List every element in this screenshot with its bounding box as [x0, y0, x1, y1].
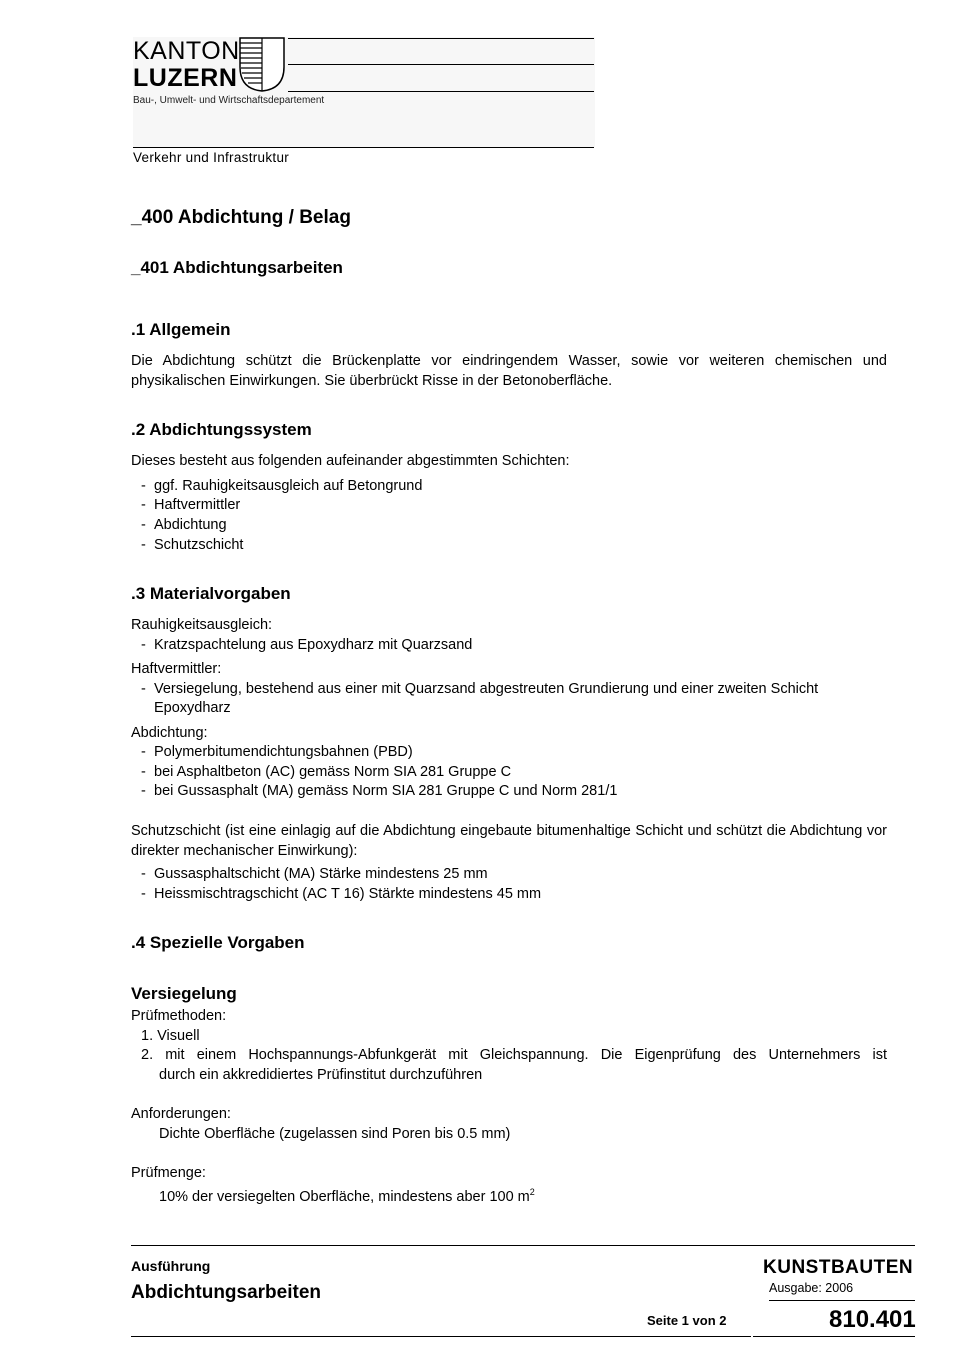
footer-rule: [131, 1336, 751, 1337]
logo-luzern: LUZERN: [133, 64, 238, 92]
footer-category: KUNSTBAUTEN: [763, 1257, 914, 1278]
label: Prüfmenge:: [131, 1165, 206, 1181]
label: Rauhigkeitsausgleich:: [131, 617, 273, 633]
list-item: - ggf. Rauhigkeitsausgleich auf Betongrund: [141, 478, 423, 494]
label: Haftvermittler:: [131, 661, 222, 677]
page-number: Seite 1 von 2: [647, 1313, 727, 1328]
list-item: - Gussasphaltschicht (MA) Stärke mindestens 25 mm: [141, 866, 488, 882]
coat-of-arms-icon: [238, 37, 288, 93]
paragraph: Dieses besteht aus folgenden aufeinander abgestimmten Schichten:: [131, 453, 570, 469]
list-item: - Haftvermittler: [141, 497, 241, 513]
footer-section-label: Ausführung: [131, 1258, 211, 1274]
footer-rule: [753, 1336, 915, 1337]
section-heading: .3 Materialvorgaben: [131, 584, 291, 603]
paragraph: Schutzschicht (ist eine einlagig auf die Abdichtung eingebaute bitumenhaltige Schicht und schützt die Abdichtung vor direkter mechanischer Einwirkung):: [131, 823, 887, 859]
footer-doc-number: 810.401: [829, 1306, 916, 1333]
list-item: - Abdichtung: [141, 517, 227, 533]
page-title: _400 Abdichtung / Belag: [131, 207, 351, 228]
footer-rule: [769, 1300, 915, 1301]
header-rule: [288, 64, 594, 65]
label: Anforderungen:: [131, 1106, 231, 1122]
header-rule: [288, 91, 594, 92]
section-heading: .4 Spezielle Vorgaben: [131, 933, 305, 952]
paragraph: Die Abdichtung schützt die Brückenplatte vor eindringendem Wasser, sowie vor weiteren chemischen und physikalischen Einwirkungen. Sie überbrückt Risse in der Betonoberfläche.: [131, 353, 887, 389]
list-item: - bei Asphaltbeton (AC) gemäss Norm SIA 281 Gruppe C: [141, 764, 512, 780]
footer-rule: [131, 1245, 915, 1246]
header-rule: [288, 38, 594, 39]
label: Prüfmethoden:: [131, 1008, 227, 1024]
footer-edition: Ausgabe: 2006: [769, 1281, 854, 1295]
list-item: - Heissmischtragschicht (AC T 16) Stärkte mindestens 45 mm: [141, 886, 542, 902]
organisation-name: Verkehr und Infrastruktur: [133, 150, 290, 165]
list-item: - bei Gussasphalt (MA) gemäss Norm SIA 281 Gruppe C und Norm 281/1: [141, 783, 618, 799]
numbered-item: 1. Visuell: [141, 1028, 200, 1044]
list-item: - Schutzschicht: [141, 537, 244, 553]
quantity-text: 10% der versiegelten Oberfläche, mindestens aber 100 $m^2$: [159, 1187, 535, 1205]
section-heading: .1 Allgemein: [131, 320, 231, 339]
list-item: - Kratzspachtelung aus Epoxydharz mit Quarzsand: [141, 637, 473, 653]
list-item: - Versiegelung, bestehend aus einer mit Quarzsand abgestreuten Grundierung und einer zweiten Schicht: [141, 681, 819, 697]
label: Abdichtung:: [131, 725, 208, 741]
department-name: Bau-, Umwelt- und Wirtschaftsdepartement: [133, 95, 325, 106]
page-subtitle: _401 Abdichtungsarbeiten: [131, 258, 343, 277]
numbered-item-continuation: durch ein akkredidiertes Prüfinstitut durchzuführen: [159, 1067, 483, 1083]
numbered-item: 2. mit einem Hochspannungs-Abfunkgerät mit Gleichspannung. Die Eigenprüfung des Unternehmers ist: [141, 1047, 887, 1063]
list-item-continuation: Epoxydharz: [154, 700, 231, 716]
sub-heading: Versiegelung: [131, 984, 237, 1003]
logo-kanton: KANTON: [133, 37, 240, 65]
footer-doc-title: Abdichtungsarbeiten: [131, 1282, 322, 1303]
requirement-text: Dichte Oberfläche (zugelassen sind Poren bis 0.5 mm): [159, 1126, 511, 1142]
list-item: - Polymerbitumendichtungsbahnen (PBD): [141, 744, 413, 760]
section-heading: .2 Abdichtungssystem: [131, 420, 312, 439]
header-rule: [133, 147, 594, 148]
